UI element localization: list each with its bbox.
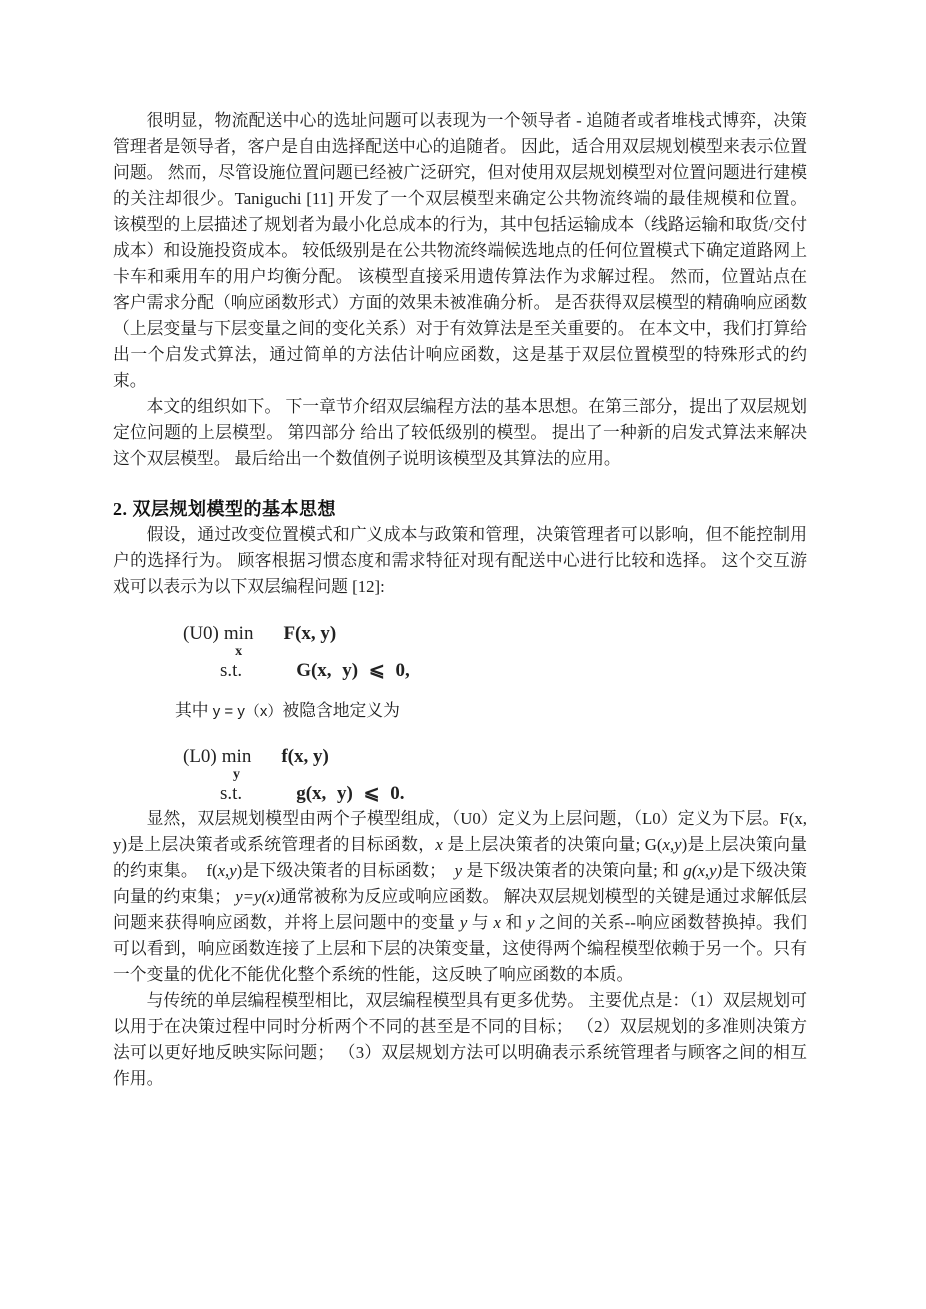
min-operator-text: min: [223, 623, 254, 644]
text-run: 被隐含地定义为: [282, 701, 400, 720]
min-operator-subscript: x: [235, 644, 243, 659]
text-run: y: [454, 861, 463, 880]
equation-upper-objective-row: [183, 622, 807, 658]
objective-function-upper: F(x, y): [283, 623, 337, 644]
section-2-heading: 2. 双层规划模型的基本思想: [113, 499, 336, 519]
min-operator-lower: [222, 745, 252, 781]
text-run: 是下级决策向量的约束集；: [113, 861, 807, 906]
text-run: g(x,y): [683, 861, 723, 880]
text-run: y: [527, 913, 535, 932]
text-run: 显然，双层规划模型由两个子模型组成，（U0）定义为上层问题，（L0）定义为下层。F(x,y)是上层决策者或系统管理者的目标函数，: [113, 809, 807, 854]
constraint-expression-lower: g(x, y) ⩽ 0.: [296, 783, 405, 804]
min-operator-upper: [224, 622, 254, 658]
min-operator-subscript: y: [233, 767, 241, 782]
text-run: )是上层决策向量的约束集。 f(: [113, 835, 807, 880]
subject-to-label-lower: s.t.: [220, 783, 243, 804]
equation-lower-level: [183, 745, 807, 806]
text-run: 通常被称为反应或响应函数。 解决双层规划模型的关键是通过求解低层问题来获得响应函数，并将上层问题中的变量: [113, 887, 807, 932]
assumption-paragraph: 假设，通过改变位置模式和广义成本与政策和管理，决策管理者可以影响，但不能控制用户的选择行为。 顾客根据习惯态度和需求特征对现有配送中心进行比较和选择。 这个交互游戏可以表示为以下双层编程问题 [12]:: [113, 525, 807, 596]
text-run: 与: [467, 913, 494, 932]
text-run: 是下级决策者的决策向量; 和: [462, 861, 684, 880]
intro-paragraph: 很明显，物流配送中心的选址问题可以表现为一个领导者 - 追随者或者堆栈式博弈，决策管理者是领导者，客户是自由选择配送中心的追随者。 因此，适合用双层规划模型来表示位置问题。 然而，尽管设施位置问题已经被广泛研究，但对使用双层规划模型对位置问题进行建模的关注却很少。Taniguchi [11] 开发了一个双层模型来确定公共物流终端的最佳规模和位置。 该模型的上层描述了规划者为最小化总成本的行为，其中包括运输成本（线路运输和取货/交付成本）和设施投资成本。 较低级别是在公共物流终端候选地点的任何位置模式下确定道路网上卡车和乘用车的用户均衡分配。 该模型直接采用遗传算法作为求解过程。 然而，位置站点在客户需求分配（响应函数形式）方面的效果未被准确分析。 是否获得双层模型的精确响应函数（上层变量与下层变量之间的变化关系）对于有效算法是至关重要的。 在本文中，我们打算给出一个启发式算法，通过简单的方法估计响应函数，这是基于双层位置模型的特殊形式的约束。: [113, 111, 807, 390]
where-definition-line: [175, 698, 807, 725]
text-run: 其中: [175, 701, 213, 720]
equation-lower-constraint-row: [220, 782, 807, 806]
min-operator-text: min: [221, 746, 252, 767]
equation-upper-constraint-row: [220, 659, 807, 683]
equation-upper-level: [183, 622, 807, 683]
objective-function-lower: f(x, y): [281, 746, 329, 767]
equation-lower-objective-row: [183, 745, 807, 781]
organization-paragraph: 本文的组织如下。 下一章节介绍双层编程方法的基本思想。在第三部分，提出了双层规划定位问题的上层模型。 第四部分 给出了较低级别的模型。 提出了一种新的启发式算法来解决这个双层模型。 最后给出一个数值例子说明该模型及其算法的应用。: [113, 397, 807, 468]
text-run: 是上层决策者的决策向量; G(: [442, 835, 663, 854]
text-run: x,y: [662, 835, 682, 854]
text-run: x: [493, 913, 501, 932]
equation-lower-label: (L0): [183, 746, 217, 767]
page-content: [113, 108, 807, 1092]
constraint-expression-upper: G(x, y) ⩽ 0,: [296, 660, 410, 681]
text-run: y=y(x): [235, 887, 281, 906]
advantages-paragraph: 与传统的单层编程模型相比，双层编程模型具有更多优势。 主要优点是：（1）双层规划可以用于在决策过程中同时分析两个不同的甚至是不同的目标； （2）双层规划的多准则决策方法可以更好地反映实际问题； （3）双层规划方法可以明确表示系统管理者与顾客之间的相互作用。: [113, 991, 807, 1088]
subject-to-label-upper: s.t.: [220, 660, 243, 681]
text-run: y = y（x）: [212, 703, 283, 720]
text-run: x,y: [217, 861, 237, 880]
text-run: )是下级决策者的目标函数；: [236, 861, 455, 880]
equation-upper-label: (U0): [183, 623, 219, 644]
text-run: y: [459, 913, 468, 932]
text-run: 和: [500, 913, 528, 932]
text-run: 之间的关系--响应函数替换掉。我们可以看到，响应函数连接了上层和下层的决策变量，这使得两个编程模型依赖于另一个。只有一个变量的优化不能优化整个系统的性能，这反映了响应函数的本质。: [113, 913, 807, 984]
text-run: x: [435, 835, 443, 854]
explanation-paragraph: [113, 806, 807, 988]
